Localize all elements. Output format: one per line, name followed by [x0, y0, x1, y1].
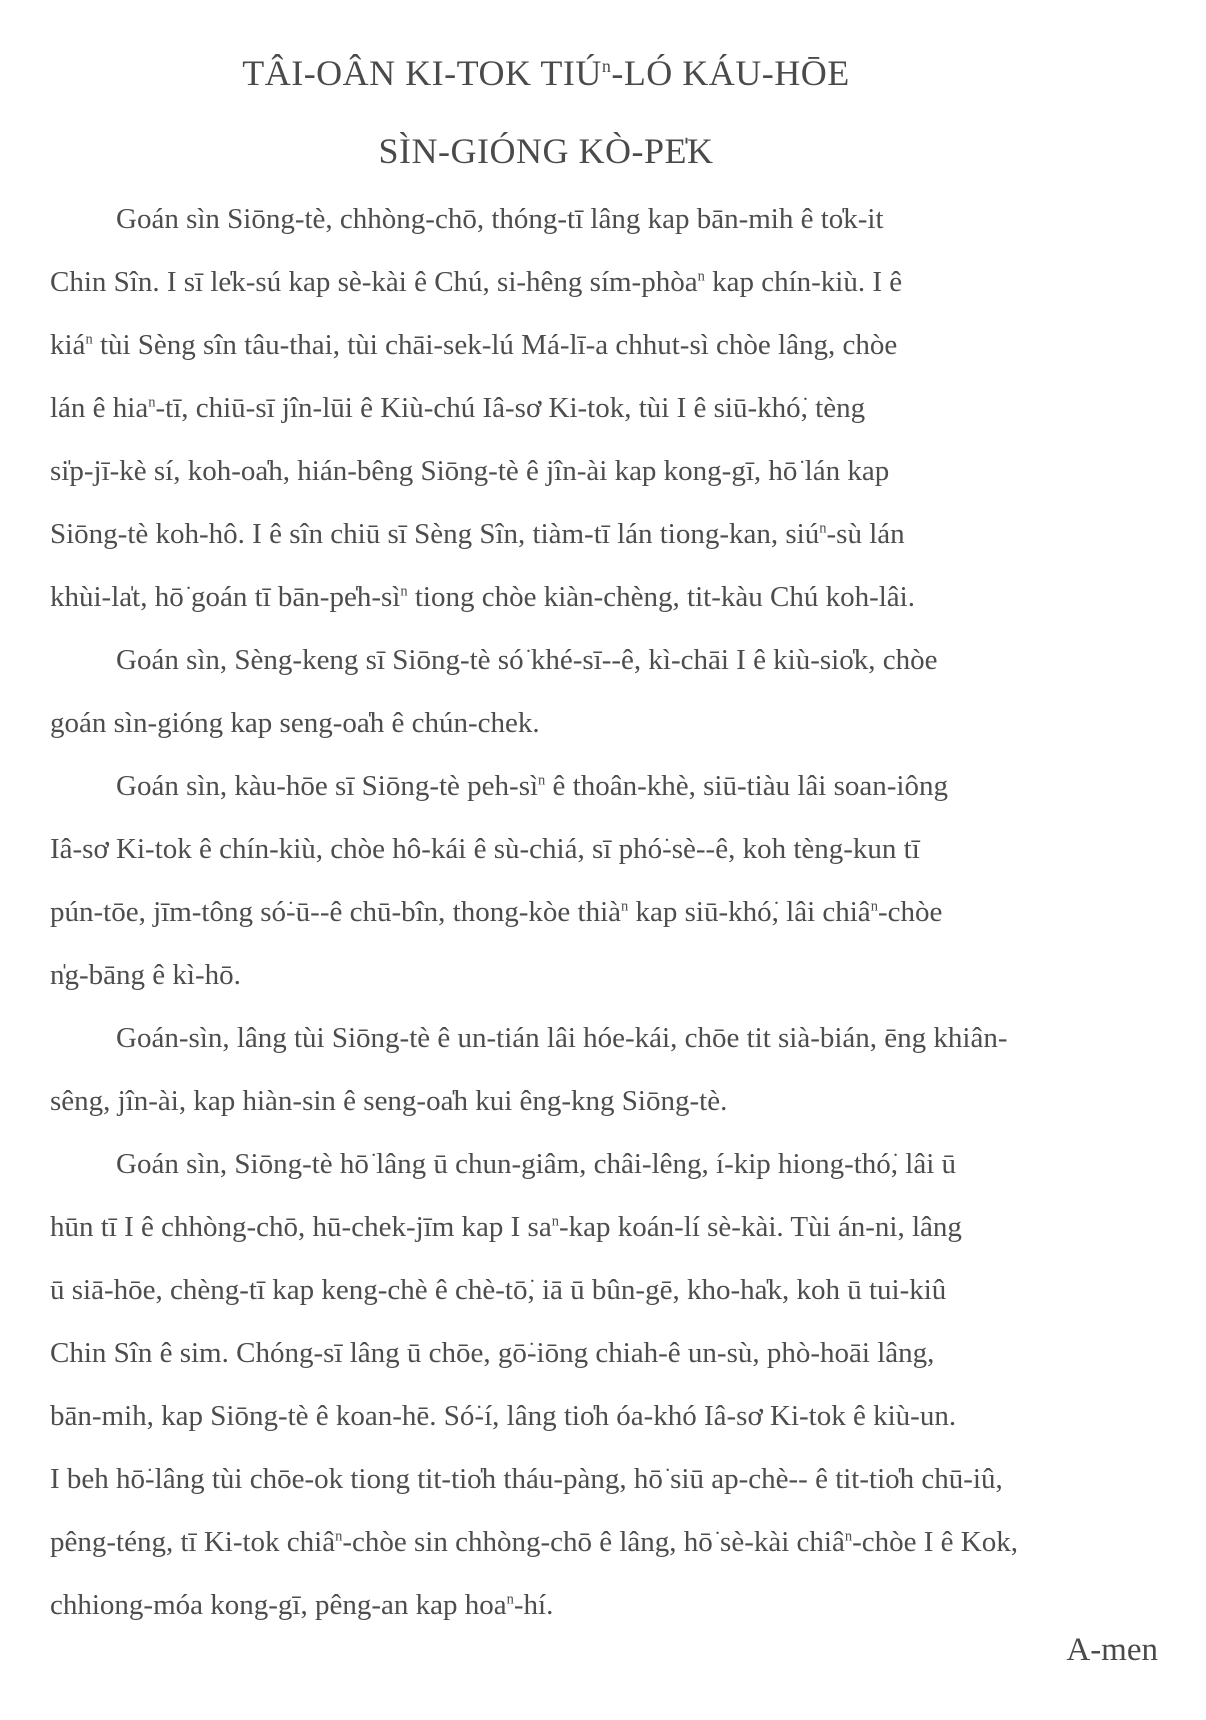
document-title: TÂI-OÂN KI-TOK TIÚ$^n$-LÓ KÁU-HŌE: [242, 53, 850, 93]
paragraph-1-line: Chin Sîn. I sī le̍k-sú kap sè-kài ê Chú, si-hêng sím-phòa$^n$ kap chín-kiù. I ê: [50, 266, 903, 298]
paragraph-1-line: Goán sìn Siōng-tè, chhòng-chō, thóng-tī lâng kap bān-mih ê to̍k-it: [116, 203, 884, 235]
paragraph-1-line: kiá$^n$ tùi Sèng sîn tâu-thai, tùi chāi-sek-lú Má-lī-a chhut-sì chòe lâng, chòe: [50, 329, 898, 361]
paragraph-5-line: Goán sìn, Siōng-tè hō͘ lâng ū chun-giâm, châi-lêng, í-kip hiong-thó͘, lâi ū: [116, 1148, 957, 1180]
paragraph-5-line: ū siā-hōe, chèng-tī kap keng-chè ê chè-tō͘, iā ū bûn-gē, kho-ha̍k, koh ū tui-kiû: [50, 1274, 947, 1306]
creed-body: [50, 188, 1170, 1637]
closing-amen: A-men: [1066, 1632, 1158, 1668]
paragraph-2-line: Goán sìn, Sèng-keng sī Siōng-tè só͘ khé-sī--ê, kì-chāi I ê kiù-sio̍k, chòe: [116, 644, 938, 676]
paragraph-3-line: Iâ-sơ Ki-tok ê chín-kiù, chòe hô-kái ê sù-chiá, sī phó͘-sè--ê, koh tèng-kun tī: [50, 833, 920, 865]
paragraph-3-line: n̍g-bāng ê kì-hō.: [50, 959, 241, 991]
paragraph-4-line: Goán-sìn, lâng tùi Siōng-tè ê un-tián lâi hóe-kái, chōe tit sià-bián, ēng khiân-: [116, 1022, 1008, 1054]
paragraph-5-line: Chin Sîn ê sim. Chóng-sī lâng ū chōe, gō͘-iōng chiah-ê un-sù, phò-hoāi lâng,: [50, 1337, 935, 1369]
paragraph-3-line: Goán sìn, kàu-hōe sī Siōng-tè peh-$sì^n$ ê thoân-khè, siū-tiàu lâi soan-iông: [116, 770, 948, 802]
document-subtitle: SÌN-GIÓNG KÒ-PE̍K: [378, 131, 714, 171]
paragraph-4-line: sêng, jîn-ài, kap hiàn-sin ê seng-oa̍h kui êng-kng Siōng-tè.: [50, 1085, 728, 1117]
paragraph-3-line: pún-tōe, jīm-tông só͘-ū--ê chū-bîn, thong-kòe thià$^n$ kap siū-khó͘, lâi chiâ$^n$-chòe: [50, 896, 943, 928]
paragraph-1-line: Siōng-tè koh-hô. I ê sîn chiū sī Sèng Sîn, tiàm-tī lán tiong-kan, siú$^n$-sù lán: [50, 518, 905, 550]
paragraph-5-line: I beh hō͘-lâng tùi chōe-ok tiong tit-tio̍h tháu-pàng, hō͘ siū ap-chè-- ê tit-tio̍h chū-iû,: [50, 1463, 1003, 1495]
paragraph-1-line: lán ê hia$^n$-tī, chiū-sī jîn-lūi ê Kiù-chú Iâ-sơ Ki-tok, tùi I ê siū-khó͘, tèng: [50, 392, 866, 424]
paragraph-1-line: khùi-la̍t, hō͘ goán tī bān-$pe̍h-sì^n$ tiong chòe kiàn-chèng, tit-kàu Chú koh-lâi.: [50, 581, 915, 613]
paragraph-5-line: bān-mih, kap Siōng-tè ê koan-hē. Só͘-í, lâng tio̍h óa-khó Iâ-sơ Ki-tok ê kiù-un.: [50, 1400, 957, 1432]
paragraph-5-line: pêng-téng, tī Ki-tok chiâ$^n$-chòe sin chhòng-chō ê lâng, hō͘ sè-kài chiâ$^n$-chòe I ê Kok,: [50, 1526, 1018, 1558]
paragraph-5-line: hūn tī I ê chhòng-chō, hū-chek-jīm kap I $sa^n$-kap koán-lí sè-kài. Tùi án-ni, lâng: [50, 1211, 962, 1243]
paragraph-1-line: si̍p-jī-kè sí, koh-oa̍h, hián-bêng Siōng-tè ê jîn-ài kap kong-gī, hō͘ lán kap: [50, 455, 890, 487]
paragraph-2-line: goán sìn-gióng kap seng-oa̍h ê chún-chek.: [50, 707, 540, 739]
paragraph-5-line: chhiong-móa kong-gī, pêng-an kap hoa$^n$-hí.: [50, 1589, 554, 1621]
